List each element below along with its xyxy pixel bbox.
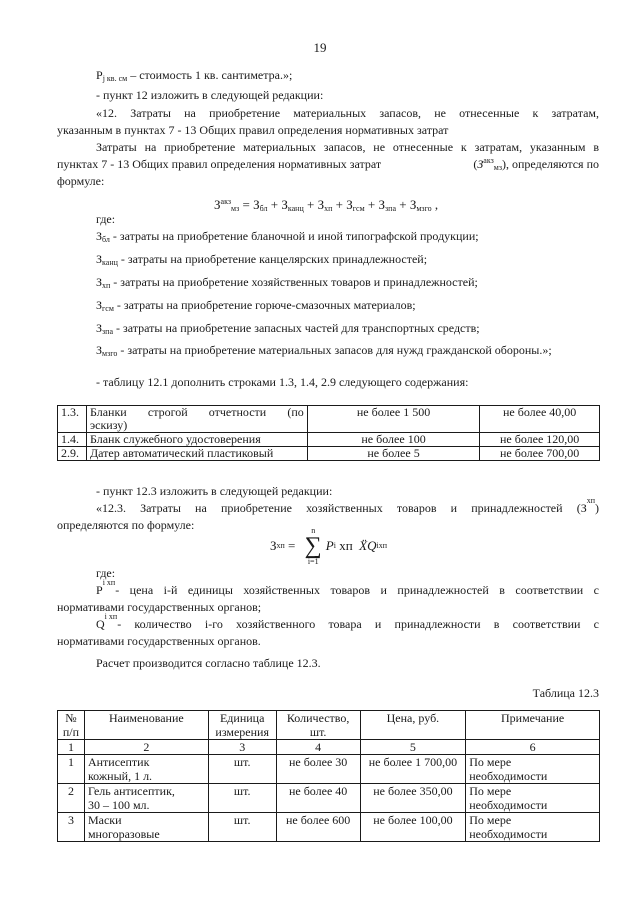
calc-note: Расчет производится согласно таблице 12.3. <box>96 656 321 670</box>
colnum: 5 <box>360 740 466 755</box>
row-name: Антисептик кожный, 1 л. <box>84 755 208 784</box>
row-num: 1.3. <box>58 406 87 433</box>
header-unit: Единица измерения <box>208 711 276 740</box>
row-unit: шт. <box>208 813 276 842</box>
item12-body-line2: пунктах 7 - 13 Общих правил определения нормативных затрат $(З^{акз}_{мз})$, определяются по <box>57 156 599 172</box>
definition-zpa: $З_{зпа}$ - затраты на приобретение запасных частей для транспортных средств; <box>96 321 480 336</box>
qi-definition-line2: нормативами государственных органов. <box>57 634 261 648</box>
table-row <box>58 433 600 447</box>
table-row <box>58 813 600 842</box>
row-name: Гель антисептик, 30 – 100 мл. <box>84 784 208 813</box>
colnum: 6 <box>466 740 600 755</box>
p-kv-sm-line: $P_{ј кв. см}$ – стоимость 1 кв. сантиметра.»; <box>96 68 293 83</box>
item123-intro: - пункт 12.3 изложить в следующей редакции: <box>96 484 333 498</box>
row-num: 1.4. <box>58 433 87 447</box>
item12-title-line2: указанным в пунктах 7 - 13 Общих правил определения нормативных затрат <box>57 123 449 137</box>
sum-formula: З хп = n ∑ i=1 P i хп Ẍ Q iхп <box>270 526 388 566</box>
row-qty: не более 40 <box>276 784 360 813</box>
table-row <box>58 755 600 784</box>
row-name: Бланк служебного удостоверения <box>86 433 307 447</box>
row-price: не более 100,00 <box>360 813 466 842</box>
row-qty: не более 600 <box>276 813 360 842</box>
header-price: Цена, руб. <box>360 711 466 740</box>
definition-gsm: $З_{гсм}$ - затраты на приобретение горюче-смазочных материалов; <box>96 298 416 313</box>
table-row <box>58 447 600 461</box>
row-qty: не более 1 500 <box>307 406 480 433</box>
row-name: Датер автоматический пластиковый <box>86 447 307 461</box>
header-name: Наименование <box>84 711 208 740</box>
item12-intro: - пункт 12 изложить в следующей редакции: <box>96 88 324 102</box>
row-name: Маски многоразовые <box>84 813 208 842</box>
header-num: № п/п <box>58 711 85 740</box>
header-qty: Количество, шт. <box>276 711 360 740</box>
item12-body-line1: Затраты на приобретение материальных запасов, не отнесенные к затратам, указанным в <box>96 140 599 154</box>
row-name: Бланки строгой отчетности (по эскизу) <box>86 406 307 433</box>
definition-kanc: $З_{канц}$ - затраты на приобретение канцелярских принадлежностей; <box>96 252 428 267</box>
table123-caption: Таблица 12.3 <box>532 686 599 700</box>
item123-line1: «12.3. Затраты на приобретение хозяйственных товаров и принадлежностей (З хп ) <box>96 496 599 515</box>
table-colnum-row <box>58 740 600 755</box>
row-num: 1 <box>58 755 85 784</box>
row-unit: шт. <box>208 755 276 784</box>
gde2-label: где: <box>96 566 116 580</box>
row-price: не более 700,00 <box>480 447 600 461</box>
row-price: не более 350,00 <box>360 784 466 813</box>
pi-definition-line1: P i хп - цена i-й единицы хозяйственных товаров и принадлежностей в соответствии с <box>96 578 599 597</box>
table-row <box>58 406 600 433</box>
item123-line2: определяются по формуле: <box>57 518 195 532</box>
colnum: 4 <box>276 740 360 755</box>
table-12-1 <box>57 405 600 461</box>
colnum: 2 <box>84 740 208 755</box>
main-formula: $З^{акз}_{мз} = З_{бл} + З_{канц} + З_{хп} + З_{гсм} + З_{зпа} + З_{мзго}$ , <box>214 197 439 213</box>
row-num: 2 <box>58 784 85 813</box>
row-qty: не более 5 <box>307 447 480 461</box>
definition-mzgo: $З_{мзго}$ - затраты на приобретение материальных запасов для нужд гражданской обороны.»; <box>96 343 552 358</box>
row-qty: не более 30 <box>276 755 360 784</box>
colnum: 3 <box>208 740 276 755</box>
table-row <box>58 784 600 813</box>
row-num: 2.9. <box>58 447 87 461</box>
definition-bl: $З_{бл}$ - затраты на приобретение бланочной и иной типографской продукции; <box>96 229 479 244</box>
table-12-3 <box>57 710 600 842</box>
row-note: По мере необходимости <box>466 813 600 842</box>
definition-hp: $З_{хп}$ - затраты на приобретение хозяйственных товаров и принадлежностей; <box>96 275 478 290</box>
row-note: По мере необходимости <box>466 784 600 813</box>
row-num: 3 <box>58 813 85 842</box>
qi-definition-line1: Q i хп - количество i-го хозяйственного товара и принадлежности в соответствии с <box>96 612 599 631</box>
colnum: 1 <box>58 740 85 755</box>
header-note: Примечание <box>466 711 600 740</box>
item12-body-line3: формуле: <box>57 174 105 188</box>
pi-definition-line2: нормативами государственных органов; <box>57 600 262 614</box>
table121-intro: - таблицу 12.1 дополнить строками 1.3, 1.4, 2.9 следующего содержания: <box>96 375 469 389</box>
row-qty: не более 100 <box>307 433 480 447</box>
row-price: не более 40,00 <box>480 406 600 433</box>
row-price: не более 1 700,00 <box>360 755 466 784</box>
page-number: 19 <box>313 40 327 55</box>
row-price: не более 120,00 <box>480 433 600 447</box>
row-unit: шт. <box>208 784 276 813</box>
item12-title-line1: «12. Затраты на приобретение материальных запасов, не отнесенные к затратам, <box>96 106 599 120</box>
row-note: По мере необходимости <box>466 755 600 784</box>
table-header-row <box>58 711 600 740</box>
gde-label: где: <box>96 212 116 226</box>
